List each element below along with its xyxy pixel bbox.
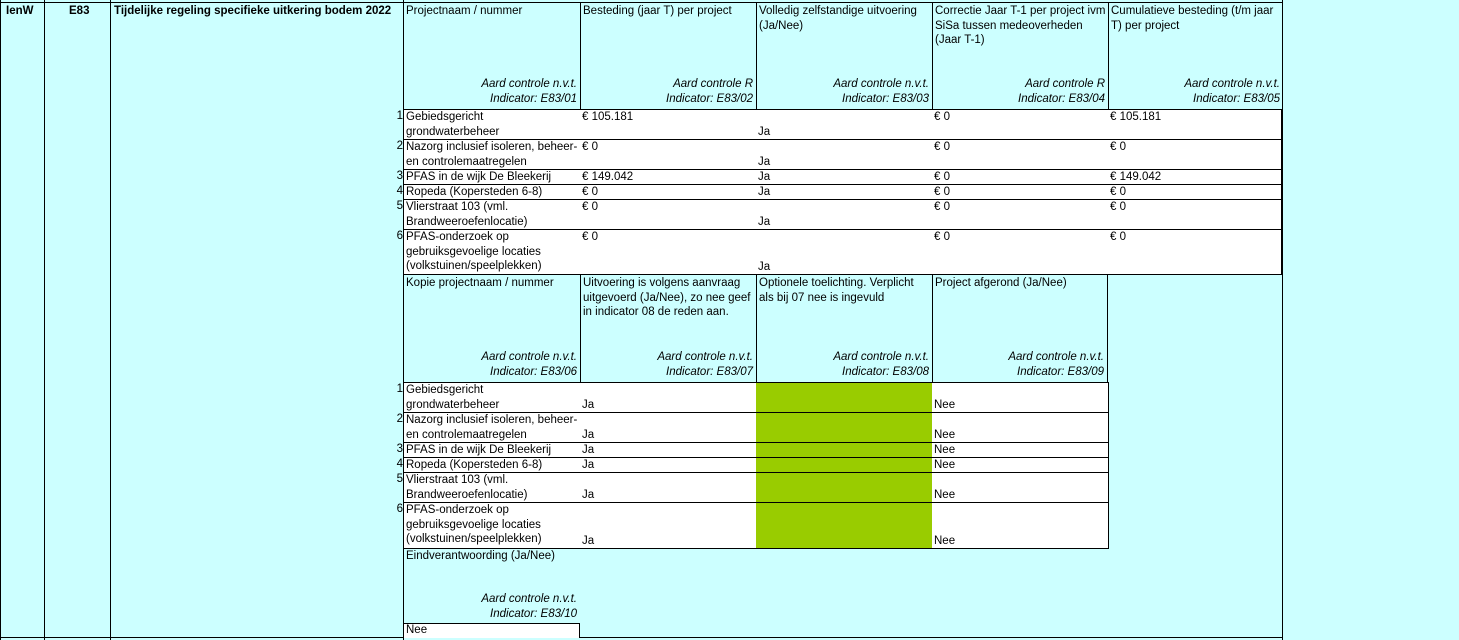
section1-header-1 [404, 3, 580, 109]
project-name-copy: PFAS-onderzoek op gebruiksgevoelige locaties (volkstuinen/speelplekken) [406, 504, 542, 545]
section1-header-indicator: Indicator: E83/01 [490, 93, 577, 105]
cumulatief-value: € 105.181 [1110, 111, 1162, 123]
zelfstandig-value: Ja [758, 185, 771, 198]
project-name-copy-cell [404, 412, 581, 443]
section2-header-indicator: Indicator: E83/06 [490, 366, 577, 378]
cumulatief-value-cell[interactable] [1108, 184, 1282, 200]
zelfstandig-value-cell[interactable] [756, 139, 933, 170]
section1-header-aard: Aard controle n.v.t. [1184, 78, 1280, 90]
section2-header-label: Kopie projectnaam / nummer [406, 277, 554, 289]
correctie-value: € 0 [934, 171, 950, 183]
cumulatief-value: € 0 [1110, 141, 1126, 153]
besteding-value: € 0 [582, 231, 598, 243]
uitvoering-value: Ja [582, 488, 595, 501]
eindverantwoording-aard: Aard controle n.v.t. [481, 593, 577, 605]
besteding-value-cell[interactable] [580, 184, 757, 200]
section1-header-aard: Aard controle R [673, 78, 753, 90]
section2-header-indicator: Indicator: E83/08 [842, 366, 929, 378]
cumulatief-value: € 0 [1110, 201, 1126, 213]
uitvoering-value-cell[interactable] [580, 502, 757, 549]
section2-header-7 [580, 275, 756, 382]
section2-header-aard: Aard controle n.v.t. [657, 351, 753, 363]
section1-header-5 [1108, 3, 1283, 109]
cumulatief-value-cell[interactable] [1108, 199, 1282, 230]
uitvoering-value-cell[interactable] [580, 472, 757, 503]
cumulatief-value: € 0 [1110, 231, 1126, 243]
correctie-value-cell[interactable] [932, 109, 1109, 140]
project-name-copy-cell [404, 472, 581, 503]
section2-header-label: Optionele toelichting. Verplicht als bij 07 nee is ingevuld [759, 277, 914, 304]
section1-header-2 [580, 3, 756, 109]
section1-header-meta [1018, 77, 1105, 107]
correctie-value: € 0 [934, 141, 950, 153]
correctie-value-cell[interactable] [932, 199, 1109, 230]
row-number: 5 [396, 200, 403, 212]
besteding-value-cell[interactable] [580, 169, 757, 185]
section1-header-meta [481, 77, 577, 107]
uitvoering-value: Ja [582, 443, 595, 456]
cumulatief-value-cell[interactable] [1108, 109, 1282, 140]
cumulatief-value: € 149.042 [1110, 171, 1162, 183]
row-number: 1 [396, 110, 403, 122]
project-name-copy: Ropeda (Kopersteden 6-8) [406, 459, 543, 471]
toelichting-cell[interactable] [756, 457, 933, 473]
cumulatief-value: € 0 [1110, 186, 1126, 198]
section1-header-aard: Aard controle R [1025, 78, 1105, 90]
correctie-value-cell[interactable] [932, 229, 1109, 275]
section1-header-aard: Aard controle n.v.t. [481, 78, 577, 90]
section2-header-label: Project afgerond (Ja/Nee) [935, 277, 1067, 289]
uitvoering-value-cell[interactable] [580, 412, 757, 443]
besteding-value-cell[interactable] [580, 109, 757, 140]
section1-header-meta [1184, 77, 1280, 107]
correctie-value: € 0 [934, 186, 950, 198]
section2-header-aard: Aard controle n.v.t. [833, 351, 929, 363]
besteding-value: € 0 [582, 201, 598, 213]
project-name: PFAS-onderzoek op gebruiksgevoelige locaties (volkstuinen/speelplekken) [406, 231, 542, 272]
project-name: PFAS in de wijk De Bleekerij [406, 171, 552, 183]
section2-header-label: Uitvoering is volgens aanvraag uitgevoerd (Ja/Nee), zo nee geef in indicator 08 de reden aan. [583, 277, 751, 318]
cumulatief-value-cell[interactable] [1108, 139, 1282, 170]
afgerond-value-cell[interactable] [932, 442, 1109, 458]
besteding-value: € 0 [582, 141, 598, 153]
row-number: 3 [396, 170, 403, 182]
project-name: Nazorg inclusief isoleren, beheer- en controlemaatregelen [406, 141, 578, 168]
zelfstandig-value-cell[interactable] [756, 229, 933, 275]
project-name: Vlierstraat 103 (vml. Brandweeroefenlocatie) [406, 201, 528, 228]
row-number: 1 [396, 383, 403, 395]
project-name-cell [404, 169, 581, 185]
besteding-value-cell[interactable] [580, 199, 757, 230]
section2-header-aard: Aard controle n.v.t. [481, 351, 577, 363]
toelichting-cell[interactable] [756, 382, 933, 413]
correctie-value: € 0 [934, 201, 950, 213]
project-name-copy-cell [404, 502, 581, 549]
section1-header-meta [666, 77, 753, 107]
afgerond-value-cell[interactable] [932, 472, 1109, 503]
section2-header-9 [932, 275, 1108, 382]
uitvoering-value: Ja [582, 398, 595, 411]
zelfstandig-value: Ja [758, 125, 771, 138]
afgerond-value-cell[interactable] [932, 412, 1109, 443]
afgerond-value: Nee [934, 443, 956, 456]
section1-header-4 [932, 3, 1108, 109]
cumulatief-value-cell[interactable] [1108, 229, 1282, 275]
zelfstandig-value: Ja [758, 170, 771, 183]
afgerond-value: Nee [934, 428, 956, 441]
eindverantwoording-value-cell[interactable] [404, 623, 580, 638]
section2-header-indicator: Indicator: E83/07 [666, 366, 753, 378]
section1-header-indicator: Indicator: E83/03 [842, 93, 929, 105]
project-name-cell [404, 109, 581, 140]
section2-header-aard: Aard controle n.v.t. [1008, 351, 1104, 363]
uitvoering-value: Ja [582, 458, 595, 471]
section1-header-label: Correctie Jaar T-1 per project ivm SiSa tussen medeoverheden (Jaar T-1) [935, 5, 1106, 46]
afgerond-value: Nee [934, 488, 956, 501]
besteding-value: € 149.042 [582, 171, 634, 183]
besteding-value: € 0 [582, 186, 598, 198]
section1-header-label: Volledig zelfstandige uitvoering (Ja/Nee) [759, 5, 917, 32]
regulation-code: E83 [69, 5, 90, 17]
section1-header-label: Projectnaam / nummer [406, 5, 523, 17]
project-name-copy: Gebiedsgericht grondwaterbeheer [406, 384, 500, 411]
correctie-value: € 0 [934, 111, 950, 123]
project-name-copy-cell [404, 442, 581, 458]
uitvoering-value: Ja [582, 534, 595, 547]
afgerond-value: Nee [934, 534, 956, 547]
row-number: 3 [396, 443, 403, 455]
besteding-value: € 105.181 [582, 111, 634, 123]
regulation-title: Tijdelijke regeling specifieke uitkering bodem 2022 [114, 5, 392, 17]
uitvoering-value: Ja [582, 428, 595, 441]
uitvoering-value-cell[interactable] [580, 457, 757, 473]
section2-header-6 [404, 275, 580, 382]
ministry-cell: IenW [6, 5, 34, 17]
section1-header-indicator: Indicator: E83/02 [666, 93, 753, 105]
section2-header-meta [481, 350, 577, 380]
zelfstandig-value: Ja [758, 260, 771, 273]
project-name-copy: Vlierstraat 103 (vml. Brandweeroefenlocatie) [406, 474, 528, 501]
project-name-copy-cell [404, 382, 581, 413]
section1-header-label: Besteding (jaar T) per project [583, 5, 732, 17]
uitvoering-value-cell[interactable] [580, 382, 757, 413]
project-name-copy: PFAS in de wijk De Bleekerij [406, 444, 552, 456]
afgerond-value: Nee [934, 398, 956, 411]
toelichting-cell[interactable] [756, 472, 933, 503]
besteding-value-cell[interactable] [580, 229, 757, 275]
cumulatief-value-cell[interactable] [1108, 169, 1282, 185]
toelichting-cell[interactable] [756, 442, 933, 458]
project-name: Ropeda (Kopersteden 6-8) [406, 186, 543, 198]
correctie-value-cell[interactable] [932, 184, 1109, 200]
row-number: 2 [396, 413, 403, 425]
project-name: Gebiedsgericht grondwaterbeheer [406, 111, 500, 138]
section2-header-8 [756, 275, 932, 382]
project-name-copy: Nazorg inclusief isoleren, beheer- en controlemaatregelen [406, 414, 578, 441]
zelfstandig-value-cell[interactable] [756, 109, 933, 140]
row-number: 6 [396, 503, 403, 515]
correctie-value-cell[interactable] [932, 169, 1109, 185]
section1-header-indicator: Indicator: E83/05 [1193, 93, 1280, 105]
row-number: 6 [396, 230, 403, 242]
eindverantwoording-label: Eindverantwoording (Ja/Nee) [406, 550, 555, 562]
project-name-cell [404, 199, 581, 230]
section2-header-meta [833, 350, 929, 380]
section1-header-aard: Aard controle n.v.t. [833, 78, 929, 90]
afgerond-value-cell[interactable] [932, 502, 1109, 549]
project-name-copy-cell [404, 457, 581, 473]
zelfstandig-value: Ja [758, 155, 771, 168]
besteding-value-cell[interactable] [580, 139, 757, 170]
eindverantwoording-meta [481, 592, 577, 622]
zelfstandig-value-cell[interactable] [756, 169, 933, 185]
section2-header-meta [657, 350, 753, 380]
toelichting-cell[interactable] [756, 412, 933, 443]
section2-header-indicator: Indicator: E83/09 [1017, 366, 1104, 378]
row-number: 4 [396, 185, 403, 197]
section1-header-label: Cumulatieve besteding (t/m jaar T) per project [1111, 5, 1274, 32]
row-number: 2 [396, 140, 403, 152]
eindverantwoording-value: Nee [406, 624, 428, 636]
section1-header-3 [756, 3, 932, 109]
row-number: 5 [396, 473, 403, 485]
toelichting-cell[interactable] [756, 502, 933, 549]
project-name-cell [404, 139, 581, 170]
section1-header-meta [833, 77, 929, 107]
afgerond-value-cell[interactable] [932, 457, 1109, 473]
afgerond-value-cell[interactable] [932, 382, 1109, 413]
project-name-cell [404, 229, 581, 275]
zelfstandig-value-cell[interactable] [756, 184, 933, 200]
uitvoering-value-cell[interactable] [580, 442, 757, 458]
zelfstandig-value: Ja [758, 215, 771, 228]
eindverantwoording-header [404, 548, 580, 624]
section2-header-meta [1008, 350, 1104, 380]
afgerond-value: Nee [934, 458, 956, 471]
section1-header-indicator: Indicator: E83/04 [1018, 93, 1105, 105]
zelfstandig-value-cell[interactable] [756, 199, 933, 230]
correctie-value: € 0 [934, 231, 950, 243]
project-name-cell [404, 184, 581, 200]
eindverantwoording-indicator: Indicator: E83/10 [490, 608, 577, 620]
correctie-value-cell[interactable] [932, 139, 1109, 170]
row-number: 4 [396, 458, 403, 470]
